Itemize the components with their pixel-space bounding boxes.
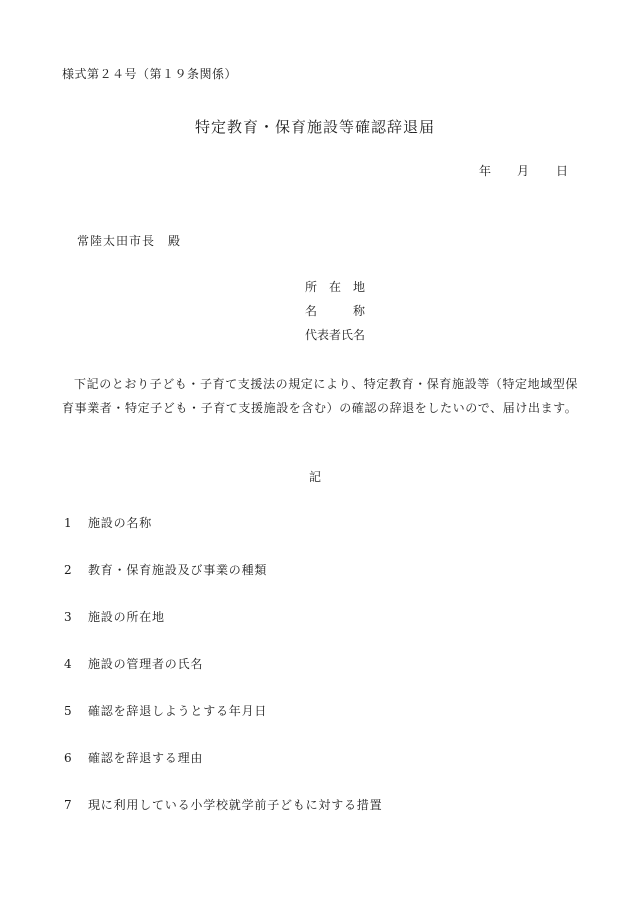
body-text	[62, 373, 578, 420]
item-number: 3	[64, 610, 73, 624]
item-7	[64, 797, 382, 813]
applicant-name-label: 名 称	[305, 304, 366, 318]
item-number: 7	[64, 798, 73, 812]
applicant-representative-label: 代表者氏名	[305, 328, 366, 342]
item-text: 施設の管理者の氏名	[88, 657, 204, 671]
item-text: 教育・保育施設及び事業の種類	[88, 563, 268, 577]
item-number: 5	[64, 704, 73, 718]
item-text: 確認を辞退しようとする年月日	[88, 704, 268, 718]
item-number: 2	[64, 563, 73, 577]
ki-heading: 記	[309, 470, 322, 484]
item-text: 現に利用している小学校就学前子どもに対する措置	[88, 798, 383, 812]
item-6	[64, 750, 203, 766]
date-month: 月	[517, 164, 530, 178]
item-4	[64, 656, 203, 672]
item-3	[64, 609, 165, 625]
item-1	[64, 515, 152, 531]
recipient: 常陸太田市長 殿	[77, 234, 182, 248]
item-5	[64, 703, 267, 719]
item-text: 確認を辞退する理由	[88, 751, 204, 765]
item-text: 施設の名称	[88, 516, 153, 530]
date-year: 年	[479, 164, 492, 178]
date-day: 日	[556, 164, 569, 178]
item-number: 4	[64, 657, 73, 671]
body-paragraph: 下記のとおり子ども・子育て支援法の規定により、特定教育・保育施設等（特定地域型保育事業者・特定子ども・子育て支援施設を含む）の確認の辞退をしたいので、届け出ます。	[62, 377, 579, 415]
applicant-address-label: 所 在 地	[305, 280, 366, 294]
item-2	[64, 562, 267, 578]
item-number: 1	[64, 516, 73, 530]
item-number: 6	[64, 751, 73, 765]
form-number: 様式第２４号（第１９条関係）	[62, 67, 238, 81]
document-title: 特定教育・保育施設等確認辞退届	[194, 118, 435, 136]
item-text: 施設の所在地	[88, 610, 165, 624]
